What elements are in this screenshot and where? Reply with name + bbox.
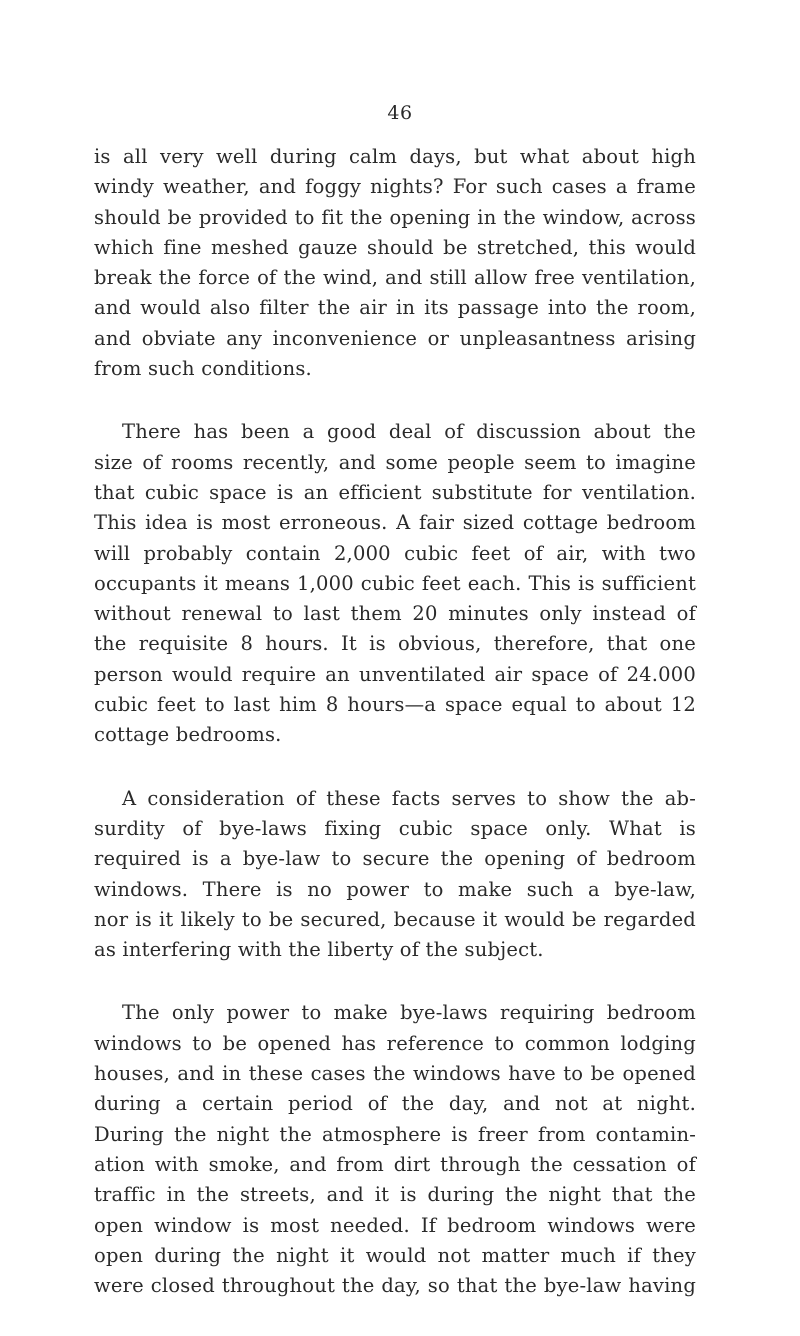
text-line: and would also filter the air in its passage into the room, [94,296,696,320]
text-line: were closed throughout the day, so that the bye-law having [94,1274,696,1298]
paragraph-bye-laws [94,784,696,966]
text-line: windows. There is no power to make such a bye-law, [94,877,696,901]
page-number: 46 [387,102,413,124]
text-line: the requisite 8 hours. It is obvious, therefore, that one [94,632,696,656]
text-line: from such conditions. [94,357,312,381]
text-line: as interfering with the liberty of the subject. [94,938,544,962]
paragraph-cubic-space [94,417,696,750]
text-line: traffic in the streets, and it is during the night that the [94,1183,696,1207]
text-line: ation with smoke, and from dirt through the cessation of [94,1152,696,1176]
text-line: windows to be opened has reference to common lodging [94,1031,696,1055]
text-line: During the night the atmosphere is freer from contamin- [94,1122,696,1146]
text-line: required is a bye-law to secure the opening of bedroom [94,847,696,871]
text-line: occupants it means 1,000 cubic feet each. This is sufficient [94,571,696,595]
text-line: without renewal to last them 20 minutes only instead of [94,602,696,626]
text-line: which fine meshed gauze should be stretched, this would [94,235,696,259]
text-line: should be provided to fit the opening in the window, across [94,205,696,229]
paragraph-lodging-houses [94,998,696,1301]
text-line: houses, and in these cases the windows have to be opened [94,1062,696,1086]
text-line: person would require an unventilated air space of 24.000 [94,662,696,686]
text-line: and obviate any inconvenience or unpleasantness arising [94,326,696,350]
text-line: open during the night it would not matter much if they [94,1243,696,1267]
text-line: will probably contain 2,000 cubic feet of air, with two [94,541,696,565]
text-line: surdity of bye-laws fixing cubic space only. What is [94,816,696,840]
text-line: is all very well during calm days, but what about high [94,145,696,168]
text-line: The only power to make bye-laws requiring bedroom [122,1001,696,1025]
text-line: break the force of the wind, and still allow free ventilation, [94,266,696,290]
text-line: open window is most needed. If bedroom windows were [94,1213,696,1237]
text-line: cottage bedrooms. [94,723,282,747]
text-line: cubic feet to last him 8 hours—a space equal to about 12 [94,693,696,717]
body-text [94,142,696,1334]
text-line: This idea is most erroneous. A fair sized cottage bedroom [94,511,696,535]
text-line: There has been a good deal of discussion about the [122,420,696,444]
text-line: during a certain period of the day, and not at night. [94,1092,696,1116]
text-line: nor is it likely to be secured, because it would be regarded [94,907,696,931]
text-line: windy weather, and foggy nights? For such cases a frame [94,175,696,199]
text-line: size of rooms recently, and some people seem to imagine [94,450,696,474]
paragraph-night-ventilation [94,142,696,384]
text-line: A consideration of these facts serves to show the ab- [122,786,696,810]
text-line: that cubic space is an efficient substitute for ventilation. [94,480,696,504]
